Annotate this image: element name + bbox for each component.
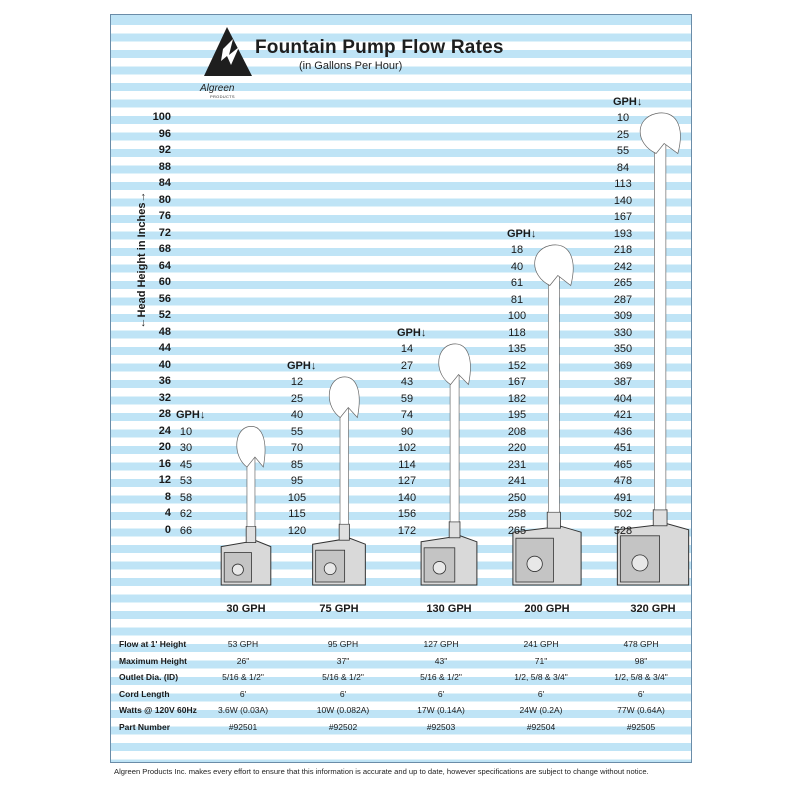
- flow-value: 387: [613, 376, 633, 388]
- axis-tick-label: 12: [158, 474, 171, 486]
- flow-value: 241: [507, 475, 527, 487]
- spec-value: 95 GPH: [327, 639, 359, 649]
- flow-value: 218: [613, 244, 633, 256]
- flow-value: 465: [613, 458, 633, 471]
- spec-value: 478 GPH: [623, 639, 659, 649]
- flow-value: 59: [400, 392, 414, 405]
- flow-value: 330: [613, 326, 633, 339]
- flow-value: 135: [507, 343, 527, 355]
- flow-value: 10: [616, 112, 630, 124]
- flow-value: 287: [613, 293, 633, 306]
- axis-tick-label: 72: [158, 226, 171, 239]
- flow-value: 182: [507, 392, 527, 405]
- pump-illustration: [313, 377, 366, 585]
- flow-value: 208: [507, 425, 527, 438]
- spec-row-label: Outlet Dia. (ID): [119, 672, 179, 682]
- flow-value: 140: [397, 491, 417, 504]
- flow-value: 369: [613, 359, 633, 372]
- axis-tick-label: 84: [158, 177, 171, 189]
- spec-row-label: Cord Length: [119, 688, 170, 699]
- spec-value: 241 GPH: [523, 639, 559, 649]
- flow-value: 167: [507, 376, 527, 388]
- flow-value: 105: [287, 491, 307, 504]
- flow-value: 70: [290, 442, 304, 454]
- flow-value: 90: [400, 425, 414, 438]
- spec-value: 5/16 & 1/2": [222, 672, 264, 682]
- flow-value: 250: [507, 491, 527, 504]
- pump-model-label: 30 GPH: [226, 603, 266, 615]
- spec-value: 71": [534, 655, 548, 666]
- flow-value: 220: [507, 442, 527, 454]
- flow-value: 61: [510, 277, 524, 289]
- flow-value: 265: [507, 524, 527, 537]
- flow-value: 27: [400, 359, 414, 372]
- flow-value: 195: [507, 409, 527, 421]
- spec-value: 37": [336, 655, 350, 666]
- flow-rate-sheet: [110, 14, 692, 763]
- page-title: Fountain Pump Flow Rates: [255, 37, 504, 58]
- gph-column-header: GPH↓: [507, 227, 537, 240]
- gph-column-header: GPH↓: [613, 95, 643, 108]
- axis-tick-label: 80: [158, 193, 171, 206]
- flow-value: 258: [507, 508, 527, 520]
- axis-tick-label: 4: [164, 507, 171, 519]
- spec-value: 98": [634, 655, 648, 666]
- axis-tick-label: 48: [158, 325, 171, 338]
- flow-value: 102: [397, 442, 417, 454]
- flow-value: 421: [613, 409, 633, 421]
- flow-value: 309: [613, 310, 633, 322]
- flow-value: 120: [287, 524, 307, 537]
- flow-value: 115: [288, 508, 306, 520]
- spec-value: 53 GPH: [227, 639, 259, 649]
- flow-value: 140: [613, 194, 633, 207]
- axis-tick-label: 16: [158, 457, 171, 470]
- flow-value: 100: [507, 310, 527, 322]
- flow-value: 10: [179, 425, 193, 438]
- flow-value: 62: [179, 508, 193, 520]
- spec-value: 10W (0.082A): [316, 705, 370, 715]
- pump-model-label: 200 GPH: [524, 603, 570, 615]
- pump-model-label: 320 GPH: [630, 603, 676, 615]
- spec-value: 6': [437, 688, 445, 699]
- flow-value: 25: [290, 392, 304, 405]
- spec-value: 17W (0.14A): [417, 705, 465, 715]
- flow-value: 18: [510, 244, 524, 256]
- flow-value: 491: [613, 491, 633, 504]
- spec-value: 24W (0.2A): [519, 705, 563, 715]
- axis-tick-label: 20: [158, 441, 171, 453]
- spec-value: 6': [239, 688, 247, 699]
- axis-tick-label: 88: [158, 160, 171, 173]
- flow-value: 14: [400, 343, 414, 355]
- axis-tick-label: 64: [158, 259, 171, 272]
- page-subtitle: (in Gallons Per Hour): [299, 60, 403, 72]
- axis-tick-label: 60: [158, 276, 171, 288]
- flow-value: 53: [179, 475, 193, 487]
- flow-value: 45: [179, 458, 193, 471]
- flow-value: 12: [290, 376, 304, 388]
- flow-value: 231: [507, 458, 527, 471]
- logo-text: Algreen: [200, 83, 235, 94]
- axis-tick-label: 40: [158, 358, 171, 371]
- flow-value: 242: [613, 260, 633, 273]
- flow-value: 193: [613, 227, 633, 240]
- spec-value: 5/16 & 1/2": [322, 672, 364, 682]
- axis-tick-label: 96: [158, 127, 171, 140]
- axis-tick-label: 100: [152, 111, 171, 123]
- flow-value: 30: [179, 442, 193, 454]
- flow-value: 502: [613, 508, 633, 520]
- spec-value: 43": [434, 655, 448, 666]
- flow-value: 167: [613, 211, 633, 223]
- pump-model-label: 75 GPH: [319, 603, 359, 615]
- algreen-logo: [204, 27, 252, 76]
- spec-value: 3.6W (0.03A): [217, 705, 269, 715]
- spec-row-label: Part Number: [119, 721, 171, 732]
- axis-tick-label: 0: [164, 523, 171, 536]
- flow-value: 436: [613, 425, 633, 438]
- spec-value: 6': [637, 688, 645, 699]
- spec-value: 6': [537, 688, 545, 699]
- flow-value: 118: [508, 326, 526, 339]
- flow-value: 113: [614, 178, 632, 190]
- axis-tick-label: 92: [158, 144, 171, 156]
- spec-value: #92504: [526, 721, 556, 732]
- pump-illustration: [221, 426, 271, 585]
- flow-value: 478: [613, 475, 633, 487]
- flow-value: 40: [510, 260, 524, 273]
- flow-value: 156: [397, 508, 417, 520]
- flow-value: 350: [613, 343, 633, 355]
- pump-illustration: [421, 344, 477, 585]
- spec-value: 5/16 & 1/2": [420, 672, 462, 682]
- axis-tick-label: 52: [158, 309, 171, 321]
- flow-value: 55: [290, 425, 304, 438]
- pump-model-label: 130 GPH: [426, 603, 472, 615]
- axis-tick-label: 36: [158, 375, 171, 387]
- flow-value: 265: [613, 277, 633, 289]
- spec-value: #92502: [328, 721, 358, 732]
- axis-tick-label: 76: [158, 210, 171, 222]
- spec-value: #92503: [426, 721, 456, 732]
- flow-value: 528: [613, 524, 633, 537]
- disclaimer-footer: Algreen Products Inc. makes every effort to ensure that this information is accurate and up to date, however specifications are subject to change without notice.: [114, 767, 649, 776]
- axis-tick-label: 28: [158, 408, 171, 420]
- flow-value: 43: [400, 376, 414, 388]
- spec-value: #92501: [228, 721, 258, 732]
- axis-tick-label: 44: [158, 342, 171, 354]
- axis-tick-label: 32: [158, 391, 171, 404]
- flow-value: 25: [616, 128, 630, 141]
- flow-value: 74: [400, 409, 414, 421]
- spec-value: 1/2, 5/8 & 3/4": [514, 672, 568, 682]
- flow-value: 172: [397, 524, 417, 537]
- gph-column-header: GPH↓: [397, 326, 427, 339]
- flow-value: 127: [397, 475, 417, 487]
- gph-column-header: GPH↓: [176, 409, 206, 421]
- axis-tick-label: 24: [158, 424, 171, 437]
- spec-value: 6': [339, 688, 347, 699]
- flow-value: 58: [179, 491, 193, 504]
- spec-row-label: Maximum Height: [119, 655, 188, 666]
- flow-value: 95: [290, 475, 304, 487]
- logo-subtext: PRODUCTS: [210, 94, 235, 99]
- flow-value: 84: [616, 161, 630, 174]
- flow-value: 40: [290, 409, 304, 421]
- spec-row-label: Flow at 1' Height: [119, 639, 187, 649]
- head-height-axis-title: ←Head Height in Inches→: [136, 191, 148, 329]
- axis-tick-label: 68: [158, 243, 171, 255]
- spec-value: #92505: [626, 721, 656, 732]
- flow-value: 404: [613, 392, 633, 405]
- axis-tick-label: 56: [158, 292, 171, 305]
- flow-value: 81: [510, 293, 524, 306]
- flow-value: 66: [179, 524, 193, 537]
- flow-value: 85: [290, 458, 304, 471]
- spec-value: 77W (0.64A): [617, 705, 665, 715]
- flow-value: 55: [616, 145, 630, 157]
- spec-value: 127 GPH: [423, 639, 459, 649]
- gph-column-header: GPH↓: [287, 359, 317, 372]
- spec-value: 1/2, 5/8 & 3/4": [614, 672, 668, 682]
- flow-value: 451: [613, 442, 633, 454]
- spec-value: 26": [236, 655, 250, 666]
- axis-tick-label: 8: [164, 490, 171, 503]
- spec-row-label: Watts @ 120V 60Hz: [119, 705, 197, 715]
- flow-value: 114: [398, 458, 416, 471]
- flow-value: 152: [507, 359, 527, 372]
